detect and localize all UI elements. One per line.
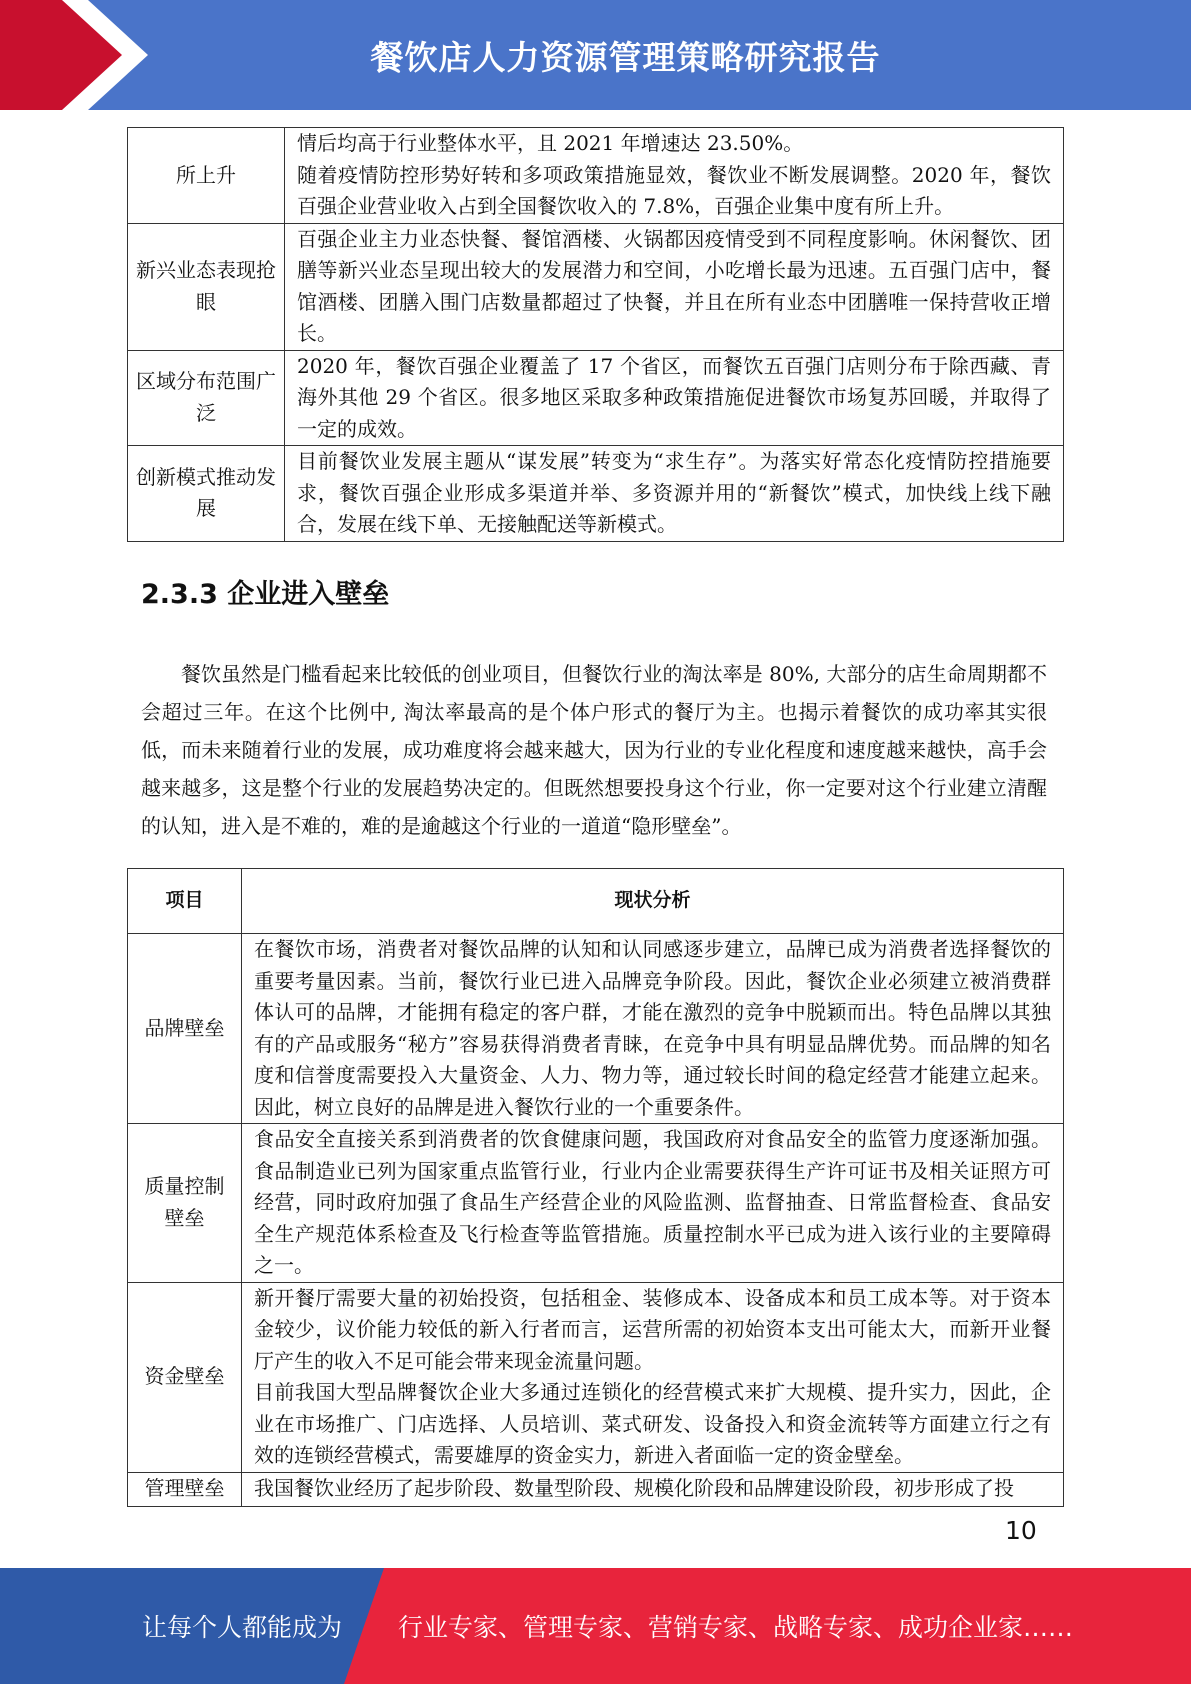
row-content	[285, 350, 1064, 446]
row-content	[285, 223, 1064, 350]
row-content	[242, 1124, 1064, 1283]
table-row	[128, 446, 1064, 542]
row-paragraph: 2020 年，餐饮百强企业覆盖了 17 个省区，而餐饮五百强门店则分布于除西藏、青海外其他 29 个省区。很多地区采取多种政策措施促进餐饮市场复苏回暖，并取得了一定的成效。	[297, 353, 1051, 441]
page-footer	[0, 1568, 1191, 1684]
table-row	[128, 223, 1064, 350]
header-analysis: 现状分析	[242, 869, 1064, 934]
header-chevron-icon	[0, 0, 150, 110]
table-row	[128, 1472, 1064, 1506]
industry-features-table	[127, 127, 1064, 542]
page-number: 10	[1005, 1516, 1037, 1545]
row-label: 质量控制壁垒	[128, 1124, 242, 1283]
row-paragraph: 食品安全直接关系到消费者的饮食健康问题，我国政府对食品安全的监管力度逐渐加强。食品制造业已列为国家重点监管行业，行业内企业需要获得生产许可证书及相关证照方可经营，同时政府加强了食品生产经营企业的风险监测、监督抽查、日常监督检查、食品安全生产规范体系检查及飞行检查等监管措施。质量控制水平已成为进入该行业的主要障碍之一。	[254, 1127, 1051, 1277]
row-paragraph: 我国餐饮业经历了起步阶段、数量型阶段、规模化阶段和品牌建设阶段，初步形成了投	[254, 1475, 1014, 1500]
section-paragraph: 餐饮虽然是门槛看起来比较低的创业项目，但餐饮行业的淘汰率是 80%, 大部分的店生命周期都不会超过三年。在这个比例中, 淘汰率最高的是个体户形式的餐厅为主。也揭示着餐饮的成功率其实很低，而未来随着行业的发展，成功难度将会越来越大，因为行业的专业化程度和速度越来越快，高手会越来越多，这是整个行业的发展趋势决定的。但既然想要投身这个行业，你一定要对这个行业建立清醒的认知，进入是不难的，难的是逾越这个行业的一道道“隐形壁垒”。	[141, 662, 1047, 838]
page-title: 餐饮店人力资源管理策略研究报告	[370, 37, 881, 77]
row-paragraph: 目前我国大型品牌餐饮企业大多通过连锁化的经营模式来扩大规模、提升实力，因此，企业在市场推广、门店选择、人员培训、菜式研发、设备投入和资金流转等方面建立行之有效的连锁经营模式，需要雄厚的资金实力，新进入者面临一定的资金壁垒。	[254, 1380, 1051, 1467]
section-heading: 2.3.3 企业进入壁垒	[141, 579, 390, 610]
footer-slogan-left: 让每个人都能成为	[142, 1613, 343, 1642]
footer-slogan-right: 行业专家、管理专家、营销专家、战略专家、成功企业家……	[398, 1613, 1074, 1642]
table-row	[128, 1124, 1064, 1283]
table-row	[128, 1282, 1064, 1472]
row-label: 区域分布范围广泛	[128, 350, 285, 446]
row-content	[285, 128, 1064, 224]
table-row	[128, 350, 1064, 446]
row-paragraph: 目前餐饮业发展主题从“谋发展”转变为“求生存”。为落实好常态化疫情防控措施要求，餐饮百强企业形成多渠道并举、多资源并用的“新餐饮”模式，加快线上线下融合，发展在线下单、无接触配送等新模式。	[297, 449, 1051, 536]
table-header-row	[128, 869, 1064, 934]
row-label: 新兴业态表现抢眼	[128, 223, 285, 350]
row-content	[242, 1472, 1064, 1506]
table-row	[128, 934, 1064, 1124]
row-label: 资金壁垒	[128, 1282, 242, 1472]
row-content	[242, 1282, 1064, 1472]
row-paragraph: 新开餐厅需要大量的初始投资，包括租金、装修成本、设备成本和员工成本等。对于资本金较少，议价能力较低的新入行者而言，运营所需的初始资本支出可能太大，而新开业餐厅产生的收入不足可能会带来现金流量问题。	[254, 1285, 1051, 1373]
row-label: 创新模式推动发展	[128, 446, 285, 542]
row-label: 品牌壁垒	[128, 934, 242, 1124]
header-item: 项目	[128, 869, 242, 934]
row-content	[242, 934, 1064, 1124]
row-label: 管理壁垒	[128, 1472, 242, 1506]
entry-barriers-table	[127, 868, 1064, 1507]
row-paragraph: 随着疫情防控形势好转和多项政策措施显效，餐饮业不断发展调整。2020 年，餐饮百强企业营业收入占到全国餐饮收入的 7.8%，百强企业集中度有所上升。	[297, 162, 1051, 218]
row-label: 所上升	[128, 128, 285, 224]
row-paragraph: 百强企业主力业态快餐、餐馆酒楼、火锅都因疫情受到不同程度影响。休闲餐饮、团膳等新兴业态呈现出较大的发展潜力和空间，小吃增长最为迅速。五百强门店中，餐馆酒楼、团膳入围门店数量都超过了快餐，并且在所有业态中团膳唯一保持营收正增长。	[297, 226, 1051, 345]
row-paragraph: 在餐饮市场，消费者对餐饮品牌的认知和认同感逐步建立，品牌已成为消费者选择餐饮的重要考量因素。当前，餐饮行业已进入品牌竞争阶段。因此，餐饮企业必须建立被消费群体认可的品牌，才能拥有稳定的客户群，才能在激烈的竞争中脱颖而出。特色品牌以其独有的产品或服务“秘方”容易获得消费者青睐，在竞争中具有明显品牌优势。而品牌的知名度和信誉度需要投入大量资金、人力、物力等，通过较长时间的稳定经营才能建立起来。因此，树立良好的品牌是进入餐饮行业的一个重要条件。	[254, 937, 1051, 1119]
table-row	[128, 128, 1064, 224]
page-header	[0, 0, 1191, 110]
row-content	[285, 446, 1064, 542]
row-paragraph: 情后均高于行业整体水平，且 2021 年增速达 23.50%。	[297, 131, 804, 155]
